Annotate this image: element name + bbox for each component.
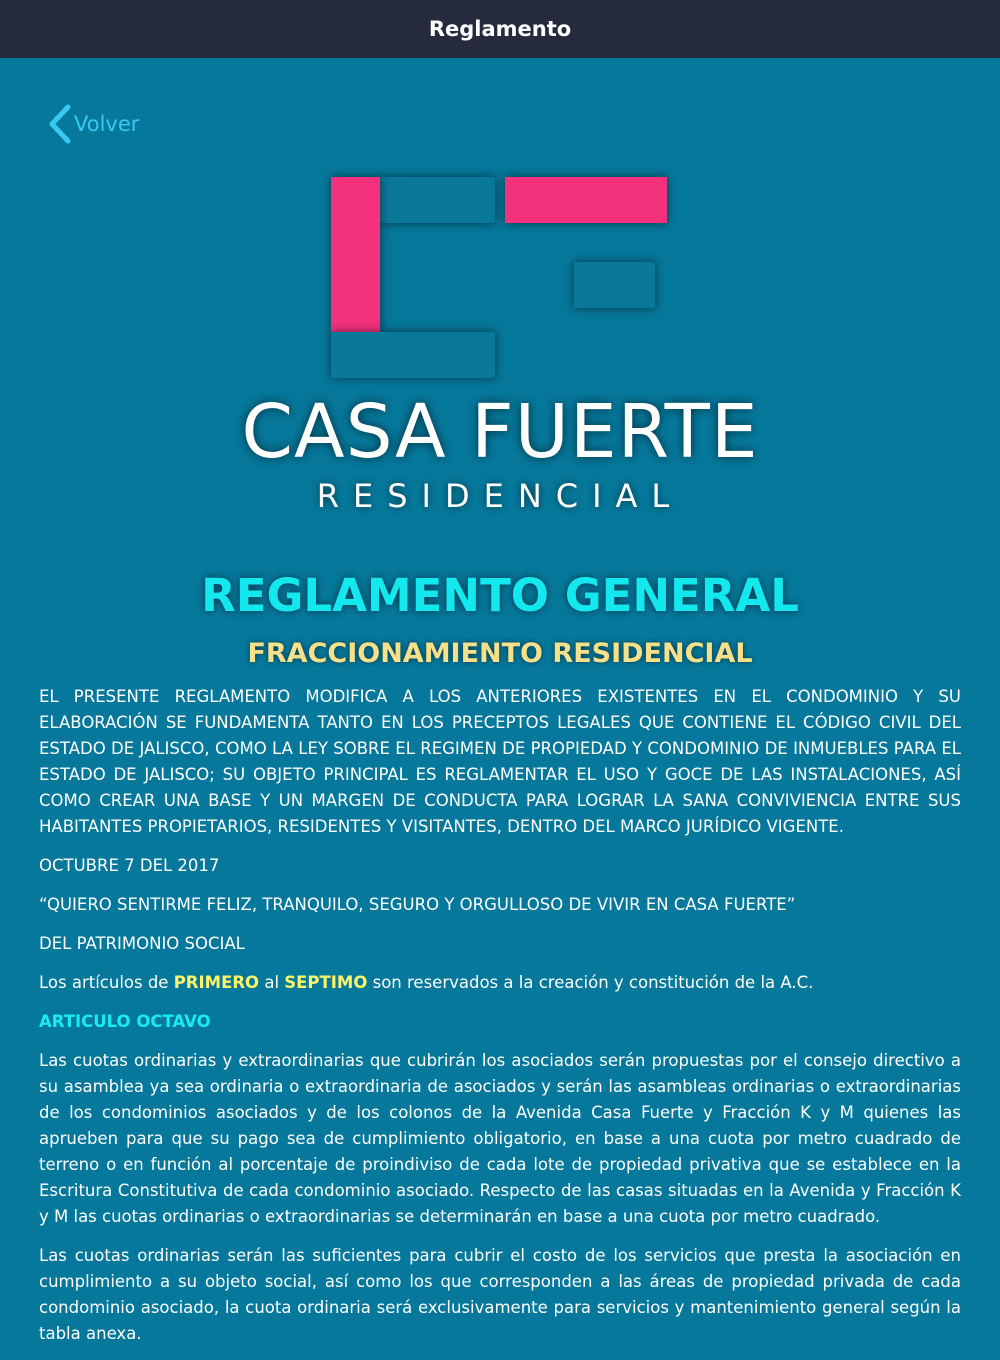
reserved-prefix: Los artículos de xyxy=(39,973,174,992)
casa-fuerte-logo xyxy=(230,168,770,528)
reserved-articles-paragraph xyxy=(39,970,961,996)
section-heading: DEL PATRIMONIO SOCIAL xyxy=(39,934,245,953)
logo-block-top-right xyxy=(505,177,667,223)
logo-block-vertical xyxy=(331,177,380,332)
article-heading: ARTICULO OCTAVO xyxy=(39,1012,211,1031)
motto-text: “QUIERO SENTIRME FELIZ, TRANQUILO, SEGURO Y ORGULLOSO DE VIVIR EN CASA FUERTE” xyxy=(39,895,796,914)
document-title: REGLAMENTO GENERAL xyxy=(201,569,799,622)
back-button[interactable] xyxy=(46,104,139,144)
reserved-middle: al xyxy=(259,973,285,992)
article-paragraph-2: Las cuotas ordinarias serán las suficientes para cubrir el costo de los servicios que presta la asociación en cumplimiento a su objeto social, así como los que corresponden a las áreas de propiedad privada de cada condominio asociado, la cuota ordinaria será exclusivamente para servicios y mantenimiento general según la tabla anexa. xyxy=(39,1246,961,1343)
date-text: OCTUBRE 7 DEL 2017 xyxy=(39,856,220,875)
logo-block-middle-right xyxy=(574,262,655,308)
logo-name: CASA FUERTE xyxy=(241,389,759,475)
page-title: Reglamento xyxy=(428,17,572,41)
article-paragraph-1: Las cuotas ordinarias y extraordinarias que cubrirán los asociados serán propuestas por el consejo directivo a su asamblea ya sea ordinaria o extraordinaria de asociados y serán las asambleas ordinarias o extraordinarias de los condominios asociados y de los colonos de la Avenida Casa Fuerte y Fracción K y M quienes las aprueben para que su pago sea de cumplimiento obligatorio, en base a una cuota por metro cuadrado de terreno o en función al porcentaje de proindiviso de cada lote de propiedad privativa que se establece en la Escritura Constitutiva de cada condominio asociado. Respecto de las casas situadas en la Avenida y Fracción K y M las cuotas ordinarias o extraordinarias se determinarán en base a una cuota por metro cuadrado. xyxy=(39,1051,961,1226)
reserved-last: SEPTIMO xyxy=(284,973,368,992)
back-button-label: Volver xyxy=(74,112,140,136)
document-body xyxy=(39,684,961,1360)
logo-subtitle: RESIDENCIAL xyxy=(316,477,684,515)
intro-paragraph: EL PRESENTE REGLAMENTO MODIFICA A LOS ANTERIORES EXISTENTES EN EL CONDOMINIO Y SU ELABORACIÓN SE FUNDAMENTA TANTO EN LOS PRECEPTOS LEGALES QUE CONTIENE EL CÓDIGO CIVIL DEL ESTADO DE JALISCO, COMO LA LEY SOBRE EL REGIMEN DE PROPIEDAD Y CONDOMINIO DE INMUEBLES PARA EL ESTADO DE JALISCO; SU OBJETO PRINCIPAL ES REGLAMENTAR EL USO Y GOCE DE LAS INSTALACIONES, ASÍ COMO CREAR UNA BASE Y UN MARGEN DE CONDUCTA PARA LOGRAR LA SANA CONVIVIENCIA ENTRE SUS HABITANTES PROPIETARIOS, RESIDENTES Y VISITANTES, DENTRO DEL MARCO JURÍDICO VIGENTE. xyxy=(39,687,961,836)
chevron-left-icon xyxy=(46,104,72,144)
top-bar xyxy=(0,0,1000,58)
reserved-first: PRIMERO xyxy=(173,973,260,992)
reserved-suffix: son reservados a la creación y constitución de la A.C. xyxy=(367,973,814,992)
document-subtitle: FRACCIONAMIENTO RESIDENCIAL xyxy=(247,638,753,669)
logo-mark xyxy=(230,168,770,388)
logo-block-top-left xyxy=(380,177,495,223)
logo-block-bottom xyxy=(331,332,495,378)
